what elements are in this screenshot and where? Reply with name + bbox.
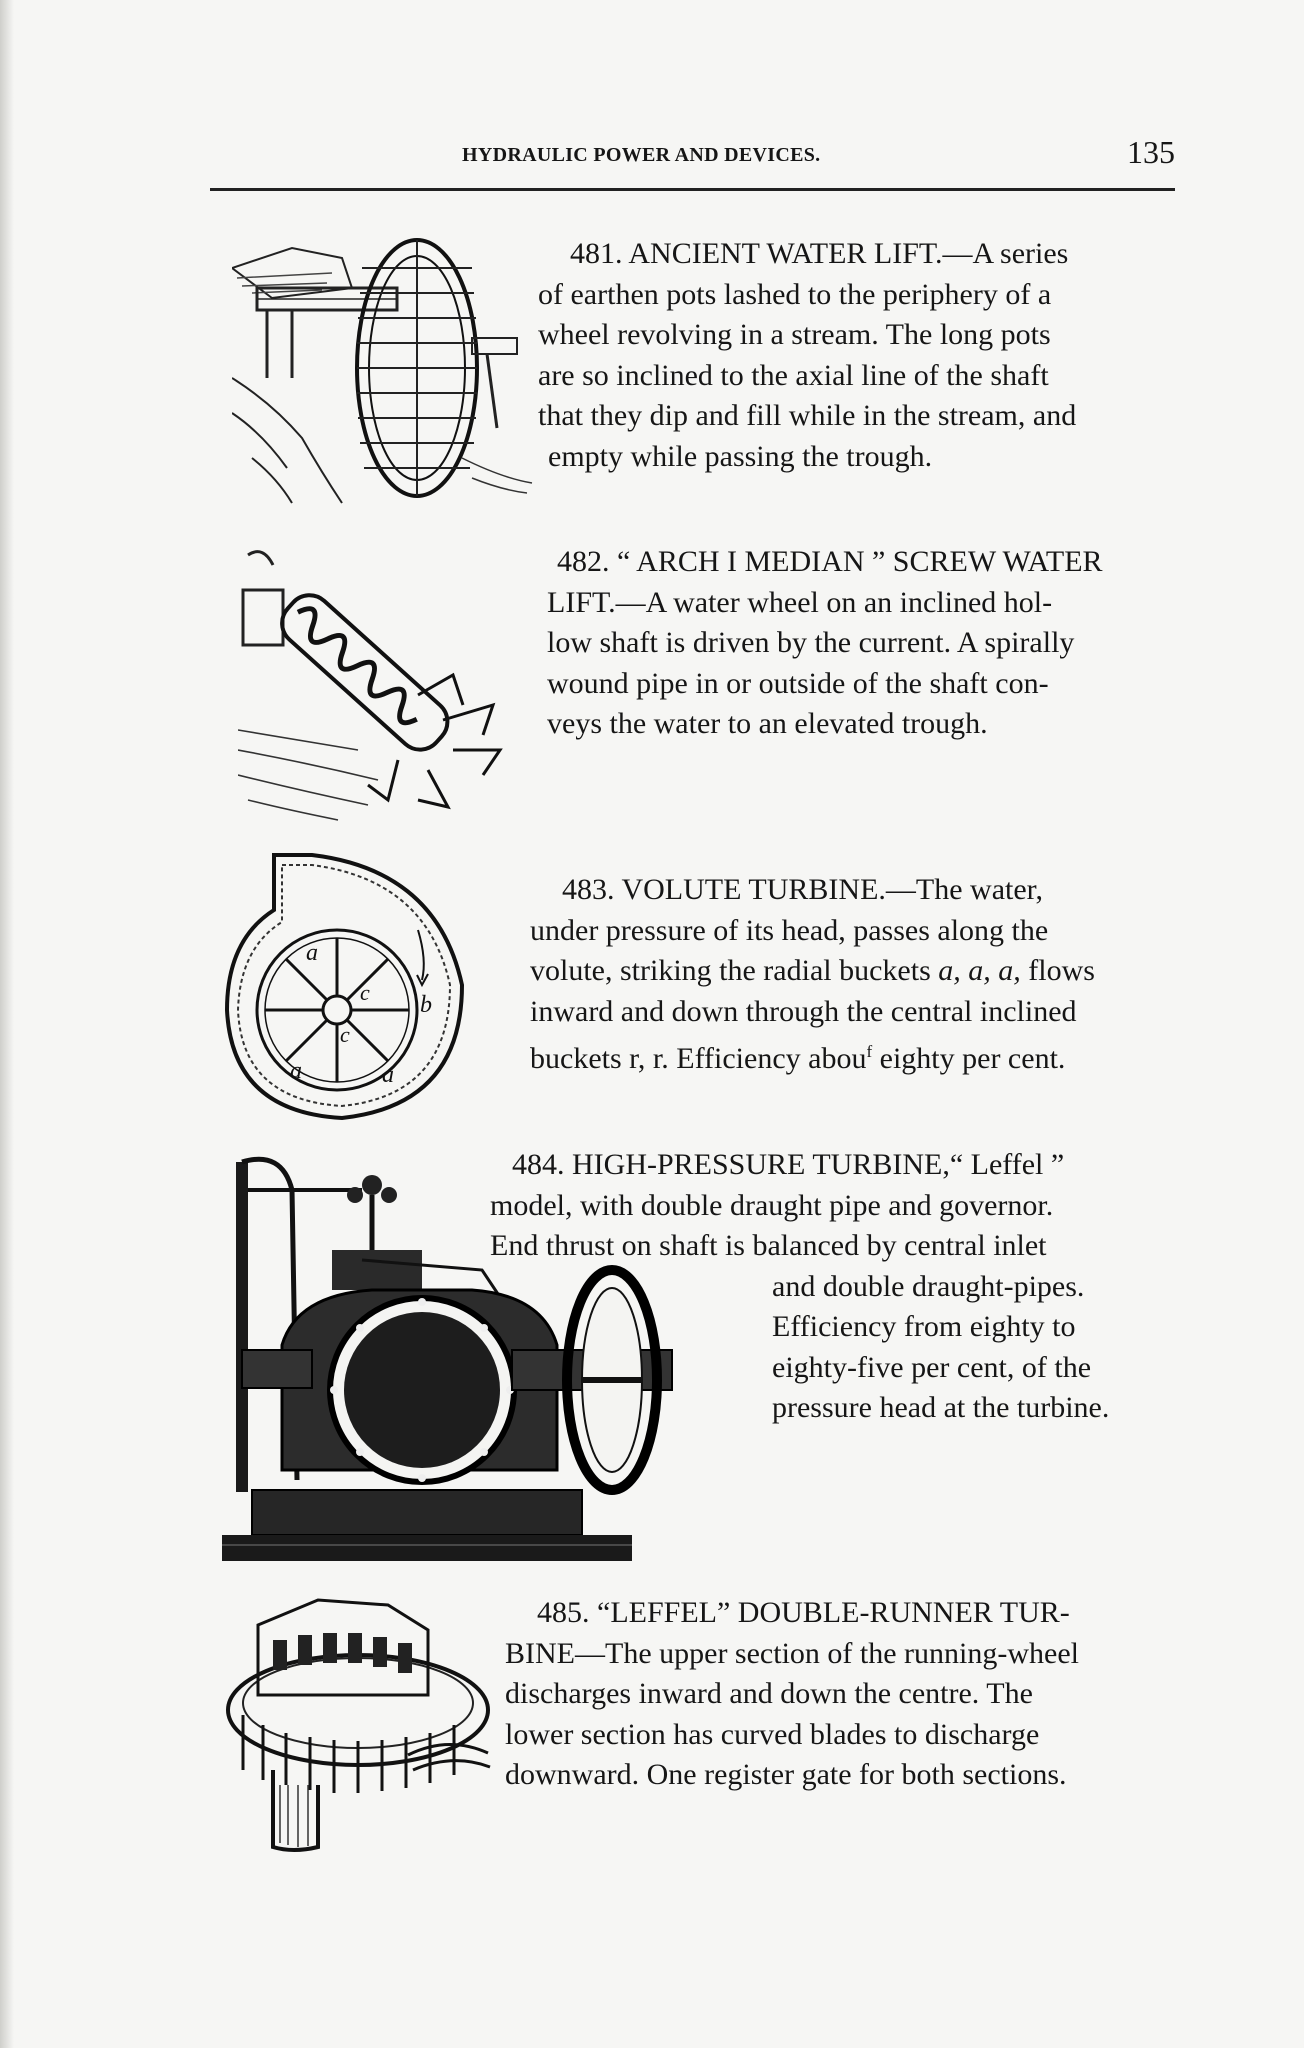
figure-screw-water-lift xyxy=(238,545,538,825)
entry-text: —The water, xyxy=(885,873,1043,906)
figure-label: a xyxy=(306,940,318,966)
entry-484 xyxy=(490,1145,1175,1429)
entry-text: BINE—The upper section of the running-wheel xyxy=(505,1636,1079,1670)
figure-double-runner-turbine xyxy=(218,1585,496,1855)
figure-label: a xyxy=(382,1062,394,1088)
superscript-mark: f xyxy=(866,1042,873,1061)
entry-text: low shaft is driven by the current. A spirally xyxy=(547,626,1075,659)
entry-text: are so inclined to the axial line of the shaft xyxy=(538,358,1049,392)
entry-title: VOLUTE TURBINE. xyxy=(621,873,886,906)
entry-text: —A series xyxy=(942,237,1069,270)
entry-text: discharges inward and down the centre. The xyxy=(505,1677,1033,1710)
header-rule xyxy=(210,188,1175,191)
entry-text: downward. One register gate for both sections. xyxy=(505,1758,1067,1791)
entry-number: 481. xyxy=(570,237,623,270)
entry-text: of earthen pots lashed to the periphery of a xyxy=(538,277,1052,311)
figure-volute-turbine xyxy=(222,850,474,1125)
entry-text: buckets r, r. Efficiency abou$^f$ eighty per cent. xyxy=(530,1042,1066,1075)
running-title: HYDRAULIC POWER AND DEVICES. xyxy=(462,144,821,166)
entry-text: empty while passing the trough. xyxy=(548,439,933,473)
entry-title: “LEFFEL” DOUBLE-RUNNER TUR- xyxy=(597,1596,1070,1629)
entry-482 xyxy=(525,542,1175,745)
page-edge-shadow xyxy=(0,0,14,2048)
entry-text: End thrust on shaft is balanced by central inlet xyxy=(490,1229,1047,1262)
entry-text: eighty-five per cent, of the xyxy=(772,1350,1092,1384)
entry-text: veys the water to an elevated trough. xyxy=(547,707,988,740)
figure-label: c xyxy=(360,980,370,1005)
entry-text: LIFT.—A water wheel on an inclined hol- xyxy=(547,585,1053,619)
entry-text: volute, striking the radial buckets a, a, a, flows xyxy=(530,954,1095,987)
entry-title: HIGH-PRESSURE TURBINE,“ Leffel ” xyxy=(572,1148,1065,1181)
page-header xyxy=(210,134,1175,190)
bucket-labels: a, a, a, xyxy=(938,954,1021,987)
entry-text: that they dip and fill while in the stream, and xyxy=(538,399,1077,432)
figure-label: b xyxy=(420,992,432,1018)
entry-text: lower section has curved blades to discharge xyxy=(505,1717,1040,1751)
figure-label: c xyxy=(340,1022,350,1047)
entry-text: wound pipe in or outside of the shaft con- xyxy=(547,666,1049,700)
entry-text: model, with double draught pipe and governor. xyxy=(490,1188,1054,1222)
entry-483 xyxy=(530,870,1175,1080)
page-number: 135 xyxy=(1127,134,1175,170)
figure-ancient-water-lift xyxy=(232,228,537,508)
entry-text: inward and down through the central inclined xyxy=(530,994,1077,1028)
entry-number: 482. xyxy=(557,545,610,578)
entry-title: “ ARCH I MEDIAN ” SCREW WATER xyxy=(617,545,1103,578)
figure-label: a xyxy=(290,1058,302,1084)
entry-485 xyxy=(505,1593,1175,1796)
entry-text: wheel revolving in a stream. The long pots xyxy=(538,318,1051,351)
entry-number: 483. xyxy=(562,873,615,906)
entry-text: and double draught-pipes. xyxy=(772,1269,1085,1303)
entry-text: Efficiency from eighty to xyxy=(772,1310,1076,1343)
entry-text: under pressure of its head, passes along the xyxy=(530,913,1049,947)
entry-481 xyxy=(538,234,1175,477)
entry-number: 484. xyxy=(512,1148,565,1181)
entry-title: ANCIENT WATER LIFT. xyxy=(628,237,943,270)
entry-text: pressure head at the turbine. xyxy=(772,1391,1110,1424)
entry-number: 485. xyxy=(537,1596,590,1629)
